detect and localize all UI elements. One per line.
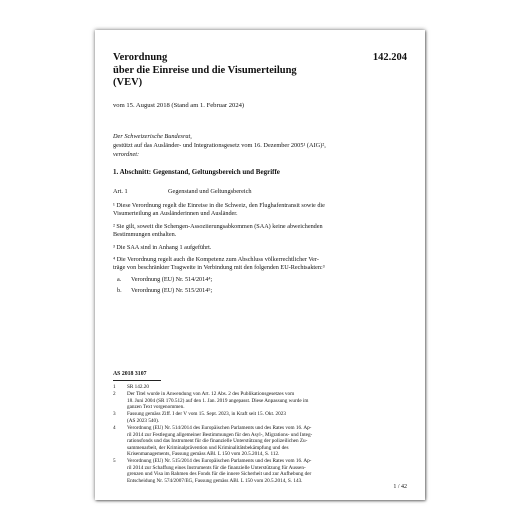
paragraph-line: ² Sie gilt, soweit die Schengen-Assoziierungsabkommen (SAA) keine abweichenden bbox=[113, 223, 323, 230]
footnote-divider bbox=[113, 380, 161, 381]
list-text: Verordnung (EU) Nr. 514/2014⁴; bbox=[131, 276, 213, 283]
footnote-line: rationsfonds und das Instrument für die finanzielle Unterstützung der polizeilichen Zu- bbox=[127, 438, 308, 445]
footnote-line: ril 2014 zur Festlegung allgemeiner Bestimmungen für den Asyl-, Migrations- und Integ- bbox=[127, 431, 313, 438]
title-line: (VEV) bbox=[113, 77, 143, 88]
as-reference: AS 2018 3107 bbox=[113, 371, 147, 377]
footnote-line: Verordnung (EU) Nr. 514/2014 des Europäischen Parlaments und des Rates vom 16. Ap- bbox=[127, 425, 312, 431]
paragraph-line: Bestimmungen enthalten. bbox=[113, 231, 177, 239]
preamble bbox=[113, 132, 403, 159]
footnote-line: Entscheidung Nr. 574/2007/EG, Fassung gemäss ABl. L 150 vom 20.5.2014, S. 143. bbox=[127, 477, 303, 484]
preamble-verb: verordnet: bbox=[113, 151, 140, 158]
footnote-line: grenzen und Visa im Rahmen des Fonds für die innere Sicherheit und zur Aufhebung der bbox=[127, 471, 312, 478]
article-title: Gegenstand und Geltungsbereich bbox=[168, 188, 252, 195]
paragraph-line: ³ Die SAA sind in Anhang 1 aufgeführt. bbox=[113, 244, 212, 251]
list-item bbox=[113, 276, 212, 283]
paragraph-3 bbox=[113, 244, 403, 252]
paragraph-line: träge von beschränkter Tragweite in Verbindung mit den folgenden EU-Rechtsakten:³ bbox=[113, 264, 325, 272]
paragraph-2 bbox=[113, 223, 403, 240]
paragraph-1 bbox=[113, 202, 403, 219]
page-number: 1 / 42 bbox=[393, 484, 407, 490]
article-number: Art. 1 bbox=[113, 188, 128, 195]
paragraph-4 bbox=[113, 256, 403, 273]
footnote bbox=[113, 384, 407, 391]
footnote-line: Krisenmanagements, Fassung gemäss ABl. L 150 vom 20.5.2014, S. 112. bbox=[127, 451, 280, 458]
footnote-line: 18. Juni 2004 (SR 170.512) auf den 1. Jan. 2019 angepasst. Diese Anpassung wurde im bbox=[127, 397, 309, 404]
document-title bbox=[113, 52, 343, 90]
list-text: Verordnung (EU) Nr. 515/2014⁵; bbox=[131, 287, 213, 294]
date-line: vom 15. August 2018 (Stand am 1. Februar 2024) bbox=[113, 102, 245, 109]
paragraph-line: Visumerteilung an Ausländerinnen und Ausländer. bbox=[113, 210, 238, 218]
list-marker: a. bbox=[117, 276, 122, 283]
footnote-number: 2 bbox=[113, 391, 116, 397]
footnote bbox=[113, 425, 407, 458]
footnote bbox=[113, 458, 407, 484]
paragraph-line: ⁴ Die Verordnung regelt auch die Kompetenz zum Abschluss völkerrechtlicher Ver- bbox=[113, 256, 319, 263]
footnote-line: ril 2014 zur Schaffung eines Instruments für die finanzielle Unterstützung für Aussen- bbox=[127, 464, 306, 471]
footnote-number: 5 bbox=[113, 458, 116, 464]
footnote bbox=[113, 411, 407, 424]
list-item bbox=[113, 287, 212, 294]
footnote-number: 4 bbox=[113, 425, 116, 431]
title-line: über die Einreise und die Visumerteilung bbox=[113, 64, 297, 76]
section-heading: 1. Abschnitt: Gegenstand, Geltungsbereich und Begriffe bbox=[113, 168, 280, 176]
footnote-number: 1 bbox=[113, 384, 116, 390]
preamble-authority: Der Schweizerische Bundesrat, bbox=[113, 133, 192, 140]
footnote-line: SR 142.20 bbox=[127, 384, 149, 390]
page-content bbox=[113, 30, 407, 500]
document-page bbox=[95, 30, 425, 500]
paragraph-line: ¹ Diese Verordnung regelt die Einreise in die Schweiz, den Flughafentransit sowie die bbox=[113, 202, 325, 209]
footnote-line: ganzen Text vorgenommen. bbox=[127, 404, 185, 411]
footnote-line: Fassung gemäss Ziff. I der V vom 15. Sept. 2023, in Kraft seit 15. Okt. 2023 bbox=[127, 411, 286, 417]
footnote bbox=[113, 391, 407, 411]
footnote-line: sammenarbeit, der Kriminalprävention und Kriminalitätsbekämpfung und des bbox=[127, 444, 289, 451]
sr-number: 142.204 bbox=[372, 52, 407, 63]
footnote-line: (AS 2023 540). bbox=[127, 417, 160, 424]
title-line: Verordnung bbox=[113, 52, 168, 63]
footnote-number: 3 bbox=[113, 411, 116, 417]
article-heading bbox=[113, 188, 252, 195]
preamble-basis: gestützt auf das Ausländer- und Integrationsgesetz vom 16. Dezember 2005¹ (AIG)², bbox=[113, 142, 326, 149]
footnote-line: Verordnung (EU) Nr. 515/2014 des Europäischen Parlaments und des Rates vom 16. Ap- bbox=[127, 458, 312, 464]
list-marker: b. bbox=[117, 287, 122, 294]
footnote-line: Der Titel wurde in Anwendung von Art. 12 Abs. 2 des Publikationsgesetzes vom bbox=[127, 391, 295, 397]
